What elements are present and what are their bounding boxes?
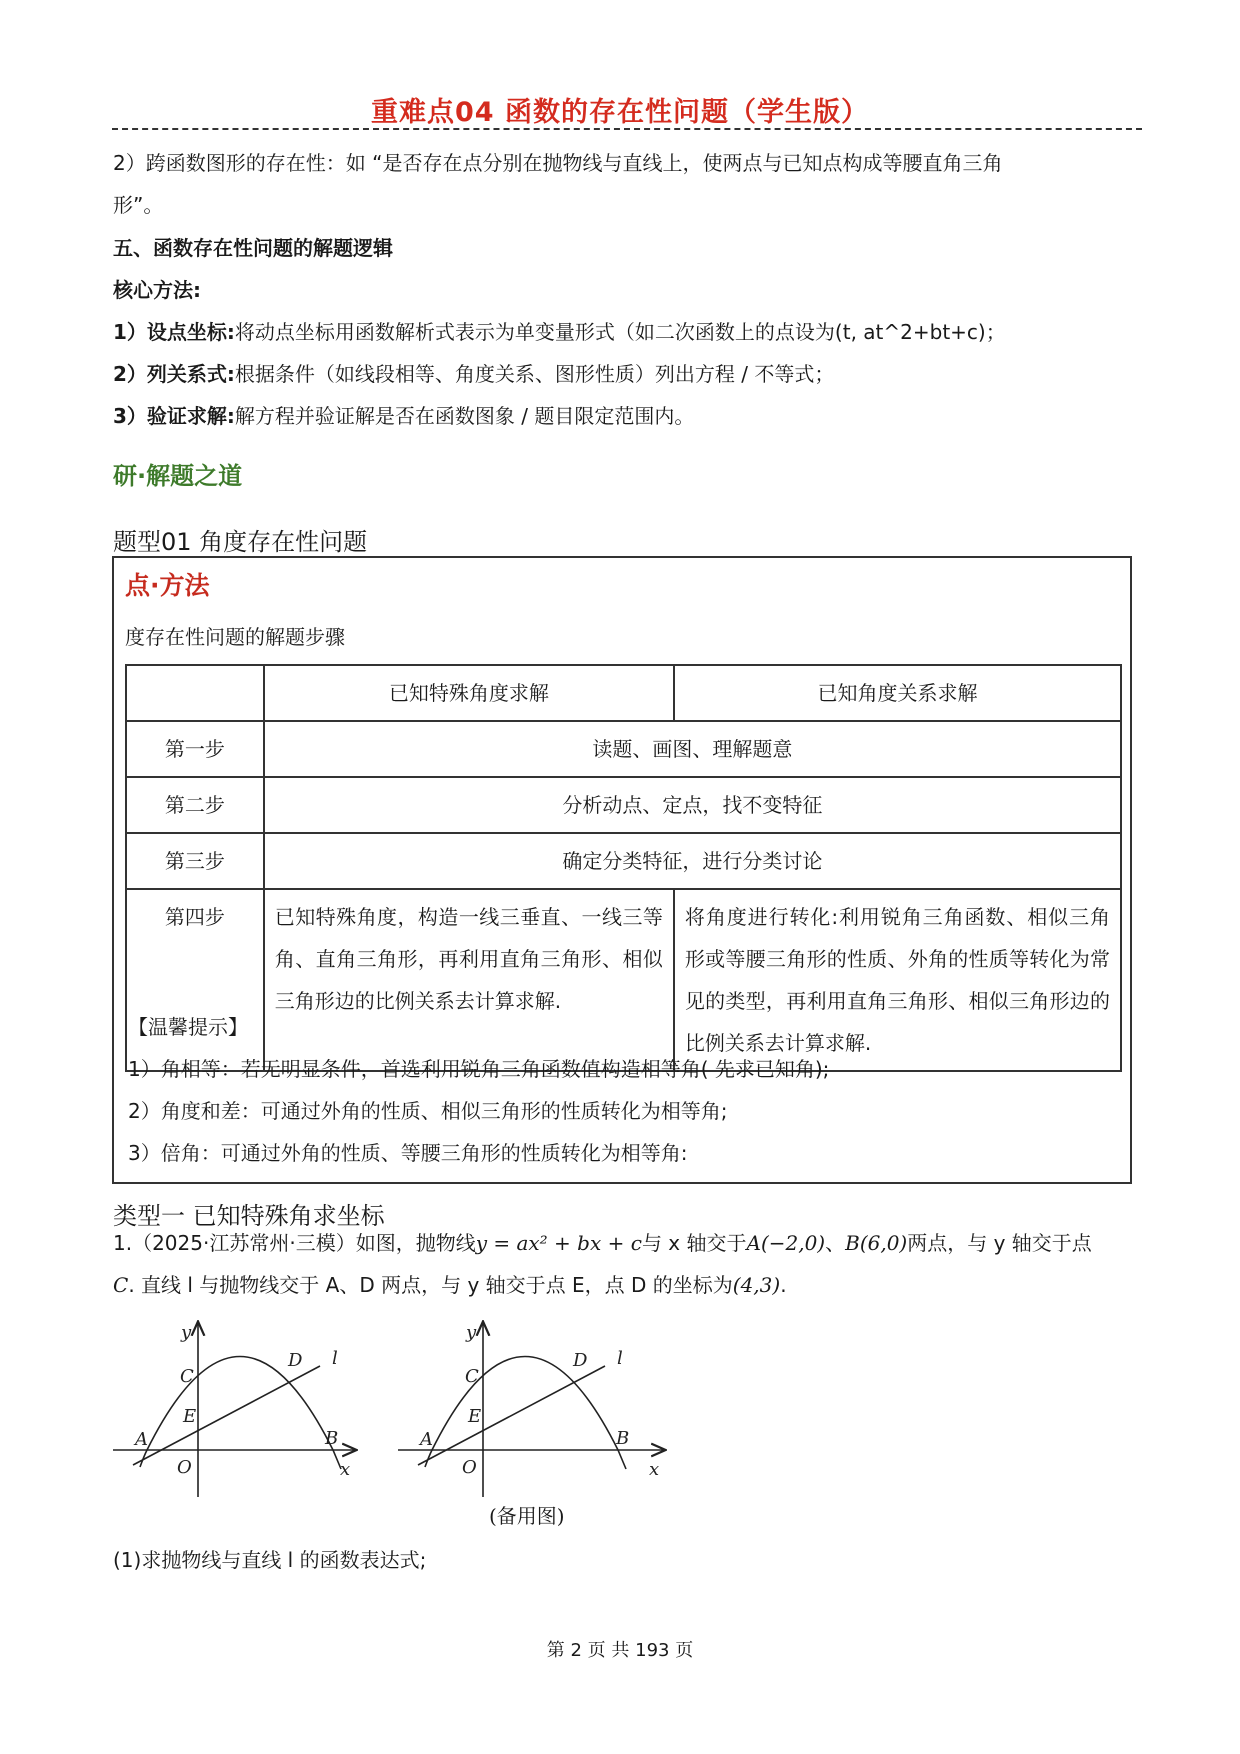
fig-label: C [180,1366,194,1387]
problem-text: 1.（2025·江苏常州·三模）如图，抛物线 [113,1231,476,1255]
table-header-cell [126,665,264,721]
tip-item: 1）角相等：若无明显条件，首选利用锐角三角函数值构造相等角( 先求已知角); [128,1057,830,1081]
intro-line-1: 2）跨函数图形的存在性：如 “是否存在点分别在抛物线与直线上，使两点与已知点构成等腰直角三角 [113,151,1003,175]
fig-label: C [465,1366,479,1387]
fig-label: l [332,1348,338,1369]
fig-label: E [183,1406,197,1427]
fig-label: x [649,1459,660,1480]
parabola-figure-backup [390,1315,690,1505]
method-step-1 [113,317,1006,347]
point-b-coords: B(6,0) [845,1231,908,1255]
method-step-1-text: 将动点坐标用函数解析式表示为单变量形式（如二次函数上的点设为(t, at^2+bt+c)； [234,320,1006,344]
method-step-2 [113,359,834,389]
step-label: 第四步 [126,889,264,1071]
parabola-figure [105,1315,405,1505]
fig-label: x [340,1459,351,1480]
core-method-label: 核心方法: [113,278,201,302]
tip-item: 2）角度和差：可通过外角的性质、相似三角形的性质转化为相等角; [128,1099,728,1123]
type01-title: 题型01 角度存在性问题 [113,528,368,556]
point-c-label: C [113,1273,129,1297]
fig-label: E [468,1406,482,1427]
step-label: 第三步 [126,833,264,889]
section5-heading: 五、函数存在性问题的解题逻辑 [113,236,393,260]
table-row [126,889,1121,1071]
intro-line-2: 形”。 [113,193,164,217]
problem-line-1 [113,1228,1092,1258]
table-header-row [126,665,1121,721]
point-a-coords: A(−2,0) [746,1231,826,1255]
parabola-curve [147,1357,341,1470]
research-heading: 研·解题之道 [113,462,243,490]
table-row [126,777,1121,833]
table-row [126,721,1121,777]
problem-text: . [780,1273,787,1297]
fig-label: A [135,1429,148,1450]
fig-label: D [573,1350,588,1371]
tips-title: 【温馨提示】 [128,1015,248,1039]
fig-label: A [420,1429,433,1450]
problem-text: 、 [825,1231,846,1255]
type1-heading: 类型一 已知特殊角求坐标 [113,1202,385,1230]
table-header-cell: 已知角度关系求解 [674,665,1121,721]
step-content: 分析动点、定点，找不变特征 [264,777,1121,833]
parabola-curve [432,1357,626,1470]
fig-label: l [617,1348,623,1369]
method-step-1-label: 1）设点坐标: [113,320,235,344]
special-angle-method: 已知特殊角度，构造一线三垂直、一线三等角、直角三角形，再利用直角三角形、相似三角形边的比例关系去计算求解. [264,889,674,1071]
header-divider [112,128,1142,130]
step-content: 读题、画图、理解题意 [264,721,1121,777]
problem-text: 与 x 轴交于 [641,1231,747,1255]
page-footer: 第 2 页 共 193 页 [546,1640,694,1661]
fig-label: O [462,1457,477,1478]
fig-label: B [325,1428,339,1449]
fig-label: y [181,1322,192,1343]
step-content: 确定分类特征，进行分类讨论 [264,833,1121,889]
method-box-subtitle: 度存在性问题的解题步骤 [125,625,345,649]
problem-line-2 [113,1270,787,1300]
parabola-equation: y = ax² + bx + c [475,1231,642,1255]
method-box-title: 点·方法 [125,571,210,600]
problem-text: . 直线 l 与抛物线交于 A、D 两点，与 y 轴交于点 E，点 D 的坐标为 [128,1273,733,1297]
method-step-3 [113,401,694,431]
method-step-2-text: 根据条件（如线段相等、角度关系、图形性质）列出方程 / 不等式； [234,362,835,386]
fig-label: y [466,1322,477,1343]
fig-label: O [177,1457,192,1478]
method-step-2-label: 2）列关系式: [113,362,235,386]
method-step-3-label: 3）验证求解: [113,404,235,428]
problem-text: 两点，与 y 轴交于点 [907,1231,1092,1255]
fig-label: D [288,1350,303,1371]
tip-item: 3）倍角：可通过外角的性质、等腰三角形的性质转化为相等角: [128,1141,688,1165]
document-title: 重难点04 函数的存在性问题（学生版） [371,97,869,128]
method-step-3-text: 解方程并验证解是否在函数图象 / 题目限定范围内。 [234,404,695,428]
angle-relation-method: 将角度进行转化:利用锐角三角函数、相似三角形或等腰三角形的性质、外角的性质等转化为常见的类型，再利用直角三角形、相似三角形边的比例关系去计算求解. [674,889,1121,1071]
table-row [126,833,1121,889]
step-label: 第二步 [126,777,264,833]
solution-steps-table [125,664,1122,1072]
step-label: 第一步 [126,721,264,777]
question-part-1: (1)求抛物线与直线 l 的函数表达式; [113,1548,427,1572]
fig-label: B [616,1428,630,1449]
figure-caption: (备用图) [489,1504,565,1528]
point-d-coords: (4,3) [732,1273,781,1297]
table-header-cell: 已知特殊角度求解 [264,665,674,721]
